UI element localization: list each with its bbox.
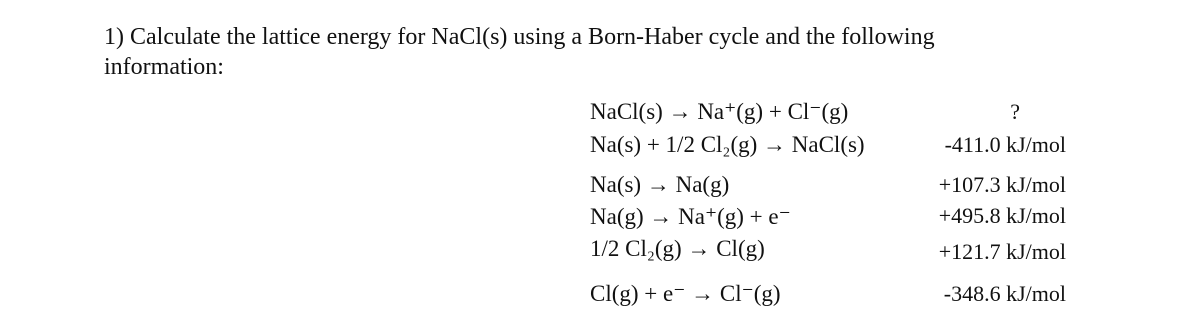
reaction-value-electron-affinity: -348.6 kJ/mol	[943, 281, 1066, 306]
question-text	[104, 22, 1004, 82]
question-line-2: information:	[104, 54, 224, 80]
reaction-equation-lattice: NaCl(s) → Na⁺(g) + Cl⁻(g)	[590, 99, 849, 124]
reaction-equation-formation: Na(s) + 1/2 Cl₂(g) → NaCl(s)	[590, 132, 865, 157]
reaction-value-lattice: ?	[1010, 99, 1020, 124]
question-line-1: 1) Calculate the lattice energy for NaCl(s) using a Born-Haber cycle and the following	[104, 24, 935, 50]
reaction-equation-sublimation: Na(s) → Na(g)	[590, 172, 730, 197]
reaction-equation-electron-affinity: Cl(g) + e⁻ → Cl⁻(g)	[590, 281, 781, 306]
reaction-value-dissociation: +121.7 kJ/mol	[938, 239, 1066, 264]
reaction-value-sublimation: +107.3 kJ/mol	[938, 172, 1066, 197]
reaction-value-formation: -411.0 kJ/mol	[944, 132, 1066, 157]
reaction-equation-dissociation: 1/2 Cl₂(g) → Cl(g)	[590, 236, 765, 261]
reaction-value-ionization: +495.8 kJ/mol	[938, 203, 1066, 228]
reaction-equation-ionization: Na(g) → Na⁺(g) + e⁻	[590, 204, 791, 229]
